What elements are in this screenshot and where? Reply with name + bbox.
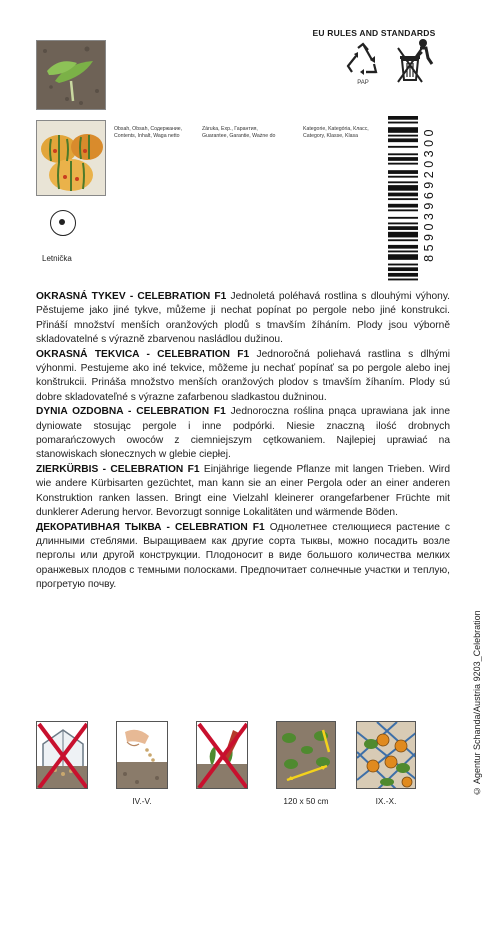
trash-bin-icon <box>396 38 438 89</box>
description-title: DYNIA OZDOBNA - CELEBRATION F1 <box>36 406 226 418</box>
barcode-bar <box>388 198 418 200</box>
barcode-bar <box>388 245 418 249</box>
barcode-bar <box>388 222 418 224</box>
copyright-text: © Agentur Schanda/Austria 9203_Celebration <box>472 610 482 796</box>
pumpkin-photo <box>36 120 106 196</box>
recycle-icon <box>346 42 380 83</box>
description-block <box>36 290 450 593</box>
barcode-bar <box>388 217 418 219</box>
barcode-bar <box>388 232 418 238</box>
barcode-bar <box>388 170 418 174</box>
barcode-bar <box>388 127 418 133</box>
seedling-photo <box>36 40 106 110</box>
barcode-bar <box>388 138 418 142</box>
direct-sowing-icon <box>116 721 168 789</box>
barcode-bar <box>388 185 418 191</box>
description-ru: ДЕКОРАТИВНАЯ ТЫКВА - CELEBRATION F1 Однолетнее стелющиеся растение с длинными стеблями. Выращиваем как другие сорта тыквы, можно посадить возле перголы или другой конструкции. Плодоносит в виде большого количества мелких оранжевых плодов с темными полосками. Предпочитает солнечные участки и теплую, прогретую почву. <box>36 521 450 591</box>
barcode-bar <box>388 209 418 211</box>
barcode-bar <box>388 146 418 148</box>
barcode-bar <box>388 267 418 271</box>
spacing-icon <box>276 721 336 789</box>
barcode-bar <box>388 273 418 277</box>
barcode-bar <box>388 264 418 266</box>
description-title: ZIERKÜRBIS - CELEBRATION F1 <box>36 463 200 475</box>
barcode <box>388 116 452 286</box>
spacing-label: 120 x 50 cm <box>283 796 329 806</box>
barcode-bar <box>388 176 418 178</box>
description-title: OKRASNÁ TEKVICA - CELEBRATION F1 <box>36 348 250 360</box>
harvest-months-label: IX.-X. <box>375 796 397 806</box>
barcode-bar <box>388 116 418 120</box>
barcode-bar <box>388 153 418 155</box>
annual-plant-icon <box>50 210 76 236</box>
harvest-icon <box>356 721 416 789</box>
description-pl: DYNIA OZDOBNA - CELEBRATION F1 Jednoroczna roślina pnąca uprawiana jak inne dyniowate stosując pergole i inne podpórki. Niesie znaczną ilość drobnych pomarańczowych owoców z ciemniejszym cętkowaniem. Najlepiej uprawiać na stanowiskach słonecznych w glebie ciepłej. <box>36 406 450 461</box>
description-title: ДЕКОРАТИВНАЯ ТЫКВА - CELEBRATION F1 <box>36 521 265 533</box>
legend-col-3: Kategorie, Kategória, Класс, Category, Klasse, Klasa <box>303 126 369 139</box>
barcode-bar <box>388 226 418 230</box>
barcode-bar <box>388 204 418 208</box>
annual-label: Letnička <box>42 254 72 263</box>
barcode-bar <box>388 135 418 137</box>
barcode-bar <box>388 163 418 165</box>
barcode-bar <box>388 122 418 124</box>
barcode-bar <box>388 279 418 281</box>
barcode-digits: 8590396920300 <box>422 126 436 262</box>
description-sk: OKRASNÁ TEKVICA - CELEBRATION F1 Jednoročná poliehavá rastlina s dlhými výhonmi. Pestujeme ako iné tekvice, môžeme ju nechať popínať sa po pergole alebo inej konštrukcii. Prináša množstvo menších oranžových plodov s tmavším žíhaním. Plody sú dobre skladovateľné s výrazne zafarbenou sladkastou dužninou. <box>36 348 450 403</box>
barcode-bar <box>388 251 418 253</box>
sow-months-label: IV.-V. <box>132 796 152 806</box>
legend-col-2: Záruka, Exp., Гарантия, Guarantee, Garantie, Ważne do <box>202 126 276 139</box>
barcode-bar <box>388 181 418 183</box>
legend-col-1: Obsah, Obsah, Содержание, Contents, Inhalt, Waga netto <box>114 126 183 139</box>
no-transplanting-icon <box>196 721 248 789</box>
eu-rules-title: EU RULES AND STANDARDS <box>312 28 436 38</box>
barcode-bar <box>388 254 418 260</box>
description-title: OKRASNÁ TYKEV - CELEBRATION F1 <box>36 291 227 302</box>
pap-label: PAP <box>357 80 369 86</box>
barcode-bar <box>388 157 418 161</box>
description-de: ZIERKÜRBIS - CELEBRATION F1 Einjährige liegende Pflanze mit langen Trieben. Wird wie andere Kürbisarten gezüchtet, man kann sie an einer Pergola oder an einer anderen Konstruktion ranken lassen. Bringt eine Vielzahl kleinerer orangefarbener Früchte mit dunklerer Aderung hervor. Bevorzugt sonnige Lokalitäten und wärmende Böden. <box>36 463 450 519</box>
no-greenhouse-icon <box>36 721 88 789</box>
barcode-bar <box>388 193 418 197</box>
description-cz: OKRASNÁ TYKEV - CELEBRATION F1 Jednoletá poléhavá rostlina s dlouhými výhony. Pěstujeme jako jiné tykve, můžeme ji nechat popínat po pergole nebo jiné konstrukci. Přináší množství menších oranžových plodů s tmavším žíháním. Plody jsou výborně skladovatelné s výrazně zbarvenou nasládlou dužinou. <box>36 291 450 346</box>
barcode-bar <box>388 239 418 241</box>
